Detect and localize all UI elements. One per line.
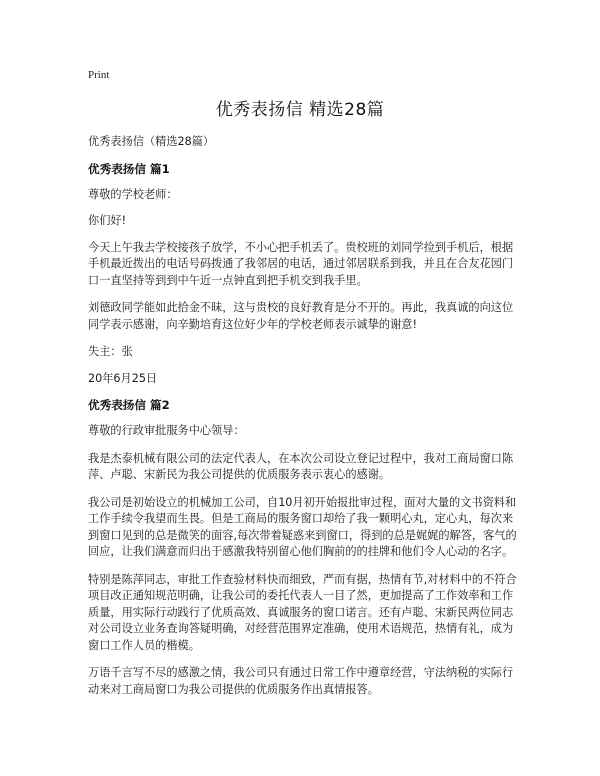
section-heading-1: 优秀表扬信 篇1	[88, 161, 170, 176]
print-link[interactable]: Print	[88, 69, 110, 81]
date: 20年6月25日	[88, 371, 158, 385]
body-paragraph: 我公司是初始设立的机械加工公司，自10月初开始报批审过程，面对大量的文书资料和工作手续令我望而生畏。但是工商局的服务窗口却给了我一颗明心丸，定心丸，每次来到窗口见到的总是微笑的面容,每次带着疑惑来到窗口，得到的总是娓娓的解答，客气的回应，让我们满意而归出于感激我特别留心他们胸前的的挂牌和他们令人心动的名字。	[88, 495, 517, 558]
page-title: 优秀表扬信 精选28篇	[215, 100, 385, 120]
section-heading-2: 优秀表扬信 篇2	[88, 398, 170, 412]
salutation-2: 尊敬的行政审批服务中心领导：	[88, 424, 245, 437]
body-paragraph: 今天上午我去学校接孩子放学，不小心把手机丢了。贵校班的刘同学捡到手机后，根据手机最近拨出的电话号码拨通了我邻居的电话，通过邻居联系到我，并且在合友花园门口一直坚持等到到中午近一点钟直到把手机交到我手里。	[88, 240, 514, 287]
body-paragraph: 我是杰泰机械有限公司的法定代表人，在本次公司设立登记过程中，我对工商局窗口陈萍、卢聪、宋新民为我公司提供的优质服务表示衷心的感谢。	[88, 451, 514, 481]
document-body	[88, 134, 520, 698]
signature: 失主：张	[88, 345, 133, 358]
greeting-1: 你们好!	[88, 214, 127, 227]
body-paragraph: 刘德政同学能如此拾金不昧，这与贵校的良好教育是分不开的。再此，我真诚的向这位同学表示感谢，向辛勤培育这位好少年的学校老师表示诚挚的谢意!	[88, 301, 514, 331]
salutation-1: 尊敬的学校老师：	[88, 187, 178, 201]
body-paragraph: 特别是陈萍同志，审批工作查验材料快而细致，严而有据，热情有节,对材料中的不符合项目改正通知规范明确，让我公司的委托代表人一目了然，更加提高了工作效率和工作质量，用实际行动践行了优质高效、真诚服务的窗口诺言。还有卢聪、宋新民两位同志对公司设立业务查询答疑明确，对经营范围界定准确，使用术语规范，热情有礼，成为窗口工作人员的楷模。	[88, 572, 517, 652]
body-paragraph: 万语千言写不尽的感激之情，我公司只有通过日常工作中遵章经营，守法纳税的实际行动来对工商局窗口为我公司提供的优质服务作出真情报答。	[88, 666, 514, 696]
subtitle: 优秀表扬信（精选28篇）	[88, 135, 215, 148]
